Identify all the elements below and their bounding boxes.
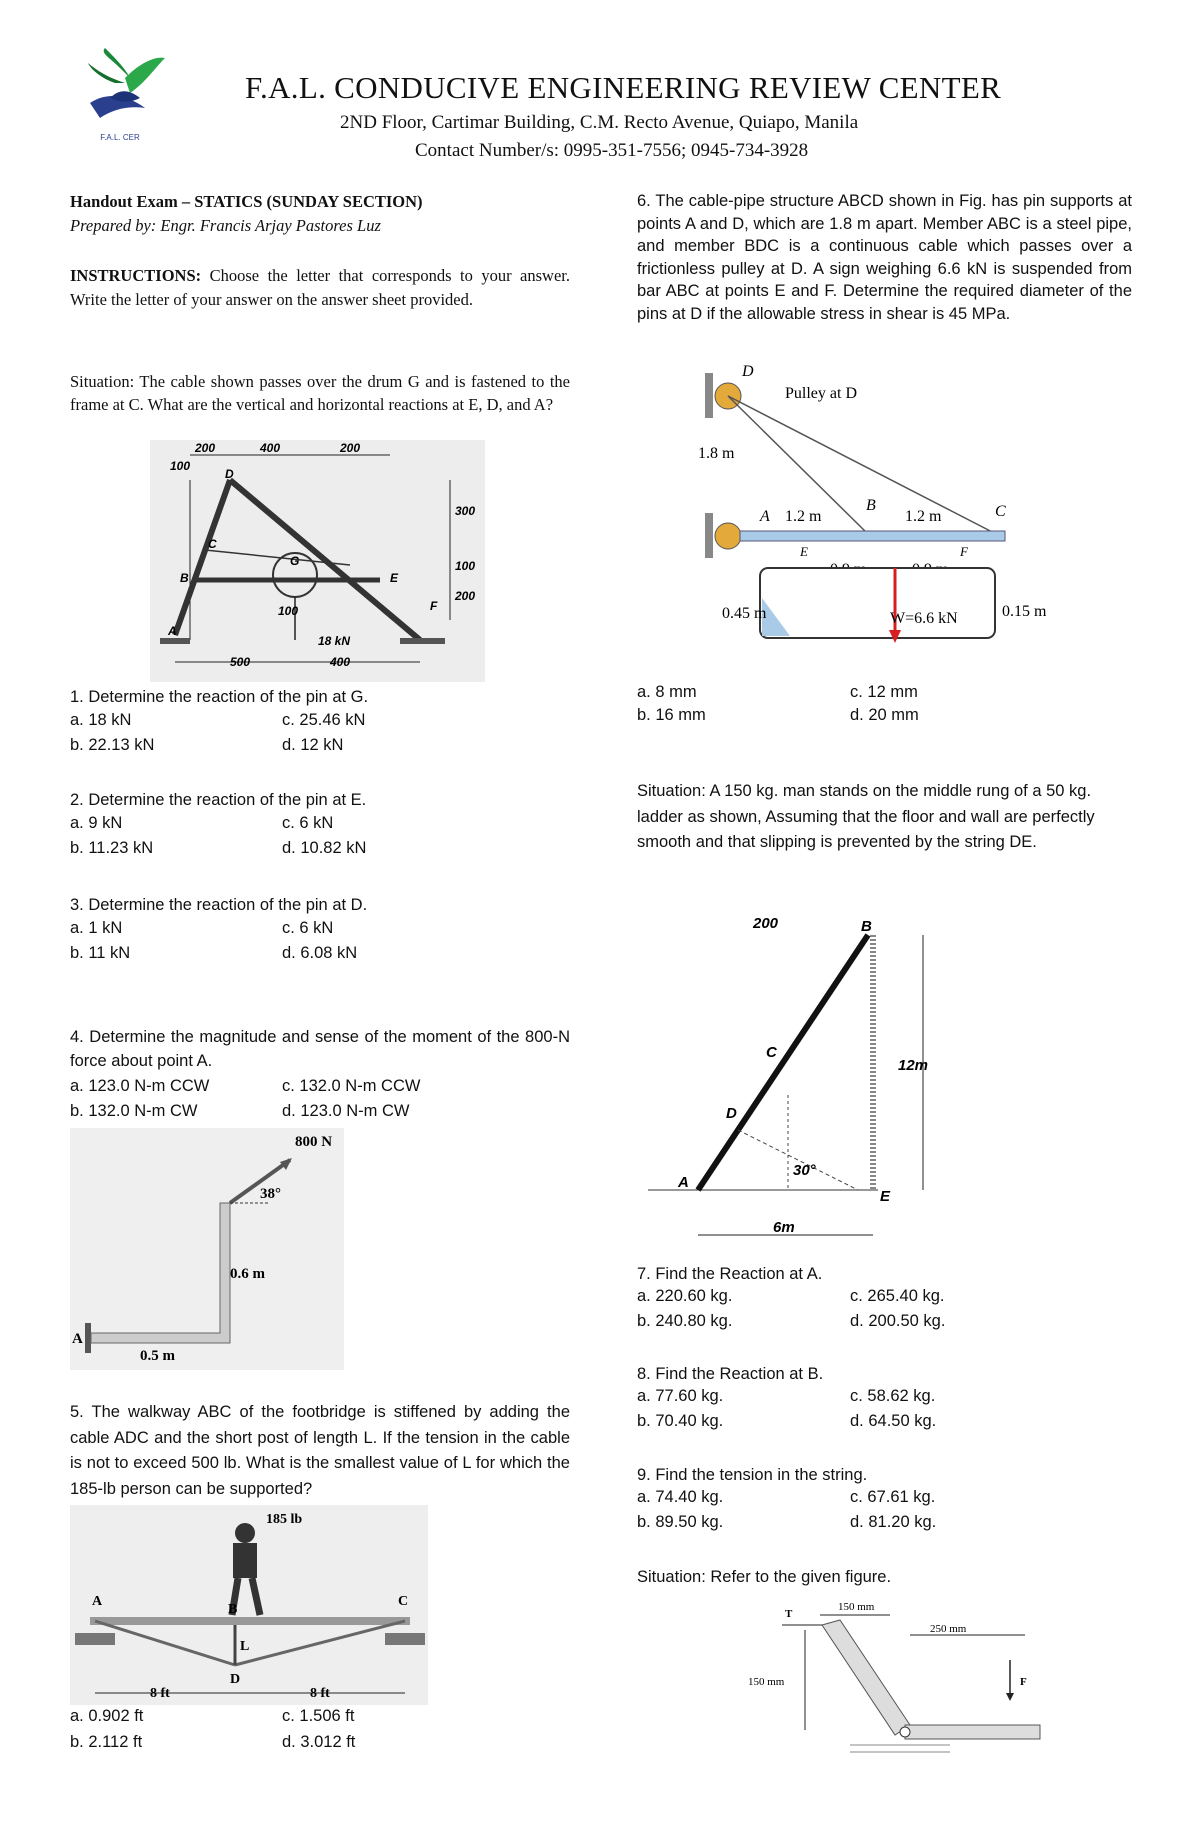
- q3-choice-d[interactable]: d. 6.08 kN: [282, 944, 358, 962]
- q1-choice-c[interactable]: c. 25.46 kN: [282, 711, 366, 729]
- fig1-label-b: B: [180, 571, 189, 585]
- fig1-d200c: 200: [455, 589, 476, 603]
- situation1-text: Situation: The cable shown passes over the drum G and is fastened to the frame at C. What are the vertical and horizontal reactions at E, D, and A?: [70, 372, 570, 414]
- q4-choice-b[interactable]: b. 132.0 N-m CW: [70, 1102, 198, 1120]
- fig6-label-c: C: [995, 503, 1006, 520]
- fig1-d200a: 200: [195, 441, 216, 455]
- instructions-text: Choose the letter that corresponds to your answer. Write the letter of your answer on the answer sheet provided.: [70, 266, 571, 309]
- fig6-h: 1.8 m: [698, 445, 735, 462]
- fig7-w: 6m: [773, 1219, 795, 1236]
- q4-choice-c[interactable]: c. 132.0 N-m CCW: [282, 1077, 421, 1095]
- cable-pipe-figure: [690, 358, 1070, 648]
- q7-stem: 7. Find the Reaction at A.: [637, 1265, 823, 1283]
- fig5-label-d: D: [230, 1672, 241, 1687]
- q2-choice-b[interactable]: b. 11.23 kN: [70, 839, 154, 857]
- fig10-label-t: T: [785, 1608, 793, 1620]
- q6-choice-d[interactable]: d. 20 mm: [850, 706, 919, 724]
- fig7-h: 12m: [898, 1057, 929, 1074]
- q1-stem: 1. Determine the reaction of the pin at G.: [70, 688, 369, 706]
- fig1-d100: 100: [170, 459, 191, 473]
- q8-stem: 8. Find the Reaction at B.: [637, 1365, 824, 1383]
- fig1-d300: 300: [455, 504, 476, 518]
- q9-stem: 9. Find the tension in the string.: [637, 1466, 868, 1484]
- fig1-load: 18 kN: [318, 634, 351, 648]
- q9-choice-a[interactable]: a. 74.40 kg.: [637, 1488, 724, 1506]
- fig6-weight: W=6.6 kN: [890, 610, 958, 627]
- q6-choice-a[interactable]: a. 8 mm: [637, 683, 697, 701]
- fig10-d150a: 150 mm: [838, 1601, 875, 1613]
- fig1-d400: 400: [260, 441, 281, 455]
- fig7-label-b: B: [861, 918, 872, 935]
- fig1-label-g: G: [290, 554, 300, 568]
- fig1-d200b: 200: [340, 441, 361, 455]
- q4-stem: 4. Determine the magnitude and sense of the moment of the 800-N force about point A.: [70, 1028, 570, 1070]
- fig4-angle: 38°: [260, 1186, 281, 1202]
- fig6-label-d: D: [742, 363, 754, 380]
- q7-choice-a[interactable]: a. 220.60 kg.: [637, 1287, 733, 1305]
- fig7-top: 200: [753, 915, 779, 932]
- logo-text: F.A.L. CER: [100, 133, 140, 142]
- center-title: F.A.L. CONDUCIVE ENGINEERING REVIEW CENTER: [245, 70, 1002, 105]
- fig10-label-f: F: [1020, 1676, 1027, 1688]
- q6-stem: 6. The cable-pipe structure ABCD shown in Fig. has pin supports at points A and D, which are 1.8 m apart. Member ABC is a steel pipe, and member BDC is a continuous cable which passes over a frictionless pulley at D. A sign weighing 6.6 kN is suspended from bar ABC at points E and F. Determine the required diameter of the pins at D if the allowable stress in shear is 45 MPa.: [637, 192, 1132, 323]
- q7-choice-d[interactable]: d. 200.50 kg.: [850, 1312, 946, 1330]
- q8-choice-b[interactable]: b. 70.40 kg.: [637, 1412, 724, 1430]
- q5-stem: 5. The walkway ABC of the footbridge is stiffened by adding the cable ADC and the short post of length L. If the tension in the cable is not to exceed 500 lb. What is the smallest value of L for which the 185-lb person can be supported?: [70, 1403, 570, 1498]
- q9-choice-d[interactable]: d. 81.20 kg.: [850, 1513, 937, 1531]
- fig4-force: 800 N: [295, 1134, 333, 1150]
- fig4-label-a: A: [72, 1331, 83, 1347]
- fig1-label-d: D: [225, 467, 234, 481]
- fig5-weight: 185 lb: [266, 1512, 303, 1527]
- fig6-label-e: E: [800, 544, 808, 559]
- q4-choice-a[interactable]: a. 123.0 N-m CCW: [70, 1077, 210, 1095]
- q8-choice-a[interactable]: a. 77.60 kg.: [637, 1387, 724, 1405]
- q5-choice-c[interactable]: c. 1.506 ft: [282, 1707, 355, 1725]
- q2-choice-c[interactable]: c. 6 kN: [282, 814, 334, 832]
- fig1-label-e: E: [390, 571, 399, 585]
- fig6-pulley: Pulley at D: [785, 385, 857, 402]
- q5-choice-b[interactable]: b. 2.112 ft: [70, 1733, 143, 1751]
- fig1-d100b: 100: [455, 559, 476, 573]
- fig6-label-b: B: [866, 497, 876, 514]
- instructions-label: INSTRUCTIONS:: [70, 266, 202, 285]
- fig7-label-e: E: [880, 1188, 891, 1205]
- fig6-l2: 1.2 m: [905, 508, 942, 525]
- q2-choice-a[interactable]: a. 9 kN: [70, 814, 123, 832]
- fig1-d100c: 100: [278, 604, 299, 618]
- fig1-label-a: A: [168, 624, 177, 638]
- fig1-d500: 500: [230, 655, 251, 669]
- q3-choice-a[interactable]: a. 1 kN: [70, 919, 123, 937]
- prepared-by: Prepared by: Engr. Francis Arjay Pastores Luz: [70, 216, 381, 235]
- q1-choice-b[interactable]: b. 22.13 kN: [70, 736, 155, 754]
- fig7-angle: 30°: [793, 1162, 816, 1179]
- fig7-label-a: A: [678, 1174, 689, 1191]
- footbridge-figure: [70, 1505, 428, 1705]
- fig5-span1: 8 ft: [150, 1686, 170, 1701]
- q1-choice-a[interactable]: a. 18 kN: [70, 711, 132, 729]
- fig5-label-a: A: [92, 1594, 103, 1609]
- q3-choice-b[interactable]: b. 11 kN: [70, 944, 131, 962]
- frame-figure: [150, 440, 485, 682]
- fig1-label-c: C: [208, 537, 217, 551]
- bent-bar-figure: [70, 1128, 344, 1370]
- fig6-label-a: A: [760, 508, 770, 525]
- q8-choice-c[interactable]: c. 58.62 kg.: [850, 1387, 936, 1405]
- fig6-d045: 0.45 m: [722, 605, 767, 622]
- fig6-label-f: F: [960, 544, 968, 559]
- fig1-label-f: F: [430, 599, 438, 613]
- q2-stem: 2. Determine the reaction of the pin at E.: [70, 791, 367, 809]
- instructions: [70, 264, 570, 312]
- fig1-d400b: 400: [330, 655, 351, 669]
- fig7-label-d: D: [726, 1105, 737, 1122]
- fig6-l1: 1.2 m: [785, 508, 822, 525]
- q3-stem: 3. Determine the reaction of the pin at D.: [70, 896, 368, 914]
- q1-choice-d[interactable]: d. 12 kN: [282, 736, 344, 754]
- q2-choice-d[interactable]: d. 10.82 kN: [282, 839, 367, 857]
- q7-choice-c[interactable]: c. 265.40 kg.: [850, 1287, 945, 1305]
- ladder-figure: [648, 905, 948, 1252]
- center-address: 2ND Floor, Cartimar Building, C.M. Recto Avenue, Quiapo, Manila: [340, 112, 859, 133]
- fig5-span2: 8 ft: [310, 1686, 330, 1701]
- q7-choice-b[interactable]: b. 240.80 kg.: [637, 1312, 733, 1330]
- center-contact: Contact Number/s: 0995-351-7556; 0945-734-3928: [415, 140, 809, 161]
- fig5-label-l: L: [240, 1639, 250, 1654]
- lever-figure: [730, 1595, 1050, 1755]
- fig6-d015: 0.15 m: [1002, 603, 1047, 620]
- q9-choice-c[interactable]: c. 67.61 kg.: [850, 1488, 936, 1506]
- logo: [70, 48, 170, 158]
- q6-choice-b[interactable]: b. 16 mm: [637, 706, 706, 724]
- situation3-text: Situation: Refer to the given figure.: [637, 1568, 892, 1586]
- fig7-label-c: C: [766, 1044, 777, 1061]
- q5-choice-d[interactable]: d. 3.012 ft: [282, 1733, 356, 1751]
- fig4-h: 0.6 m: [230, 1266, 265, 1282]
- q8-choice-d[interactable]: d. 64.50 kg.: [850, 1412, 937, 1430]
- fig10-d150b: 150 mm: [748, 1676, 785, 1688]
- exam-title: Handout Exam – STATICS (SUNDAY SECTION): [70, 192, 423, 211]
- fig5-label-b: B: [228, 1602, 238, 1617]
- situation2-text: Situation: A 150 kg. man stands on the middle rung of a 50 kg. ladder as shown, Assuming that the floor and wall are perfectly smooth and that slipping is prevented by the string DE.: [637, 782, 1095, 851]
- fig4-w: 0.5 m: [140, 1348, 175, 1364]
- fig10-d250: 250 mm: [930, 1623, 967, 1635]
- fig5-label-c: C: [398, 1594, 409, 1609]
- q6-choice-c[interactable]: c. 12 mm: [850, 683, 918, 701]
- q9-choice-b[interactable]: b. 89.50 kg.: [637, 1513, 724, 1531]
- q3-choice-c[interactable]: c. 6 kN: [282, 919, 334, 937]
- q5-choice-a[interactable]: a. 0.902 ft: [70, 1707, 144, 1725]
- q4-choice-d[interactable]: d. 123.0 N-m CW: [282, 1102, 410, 1120]
